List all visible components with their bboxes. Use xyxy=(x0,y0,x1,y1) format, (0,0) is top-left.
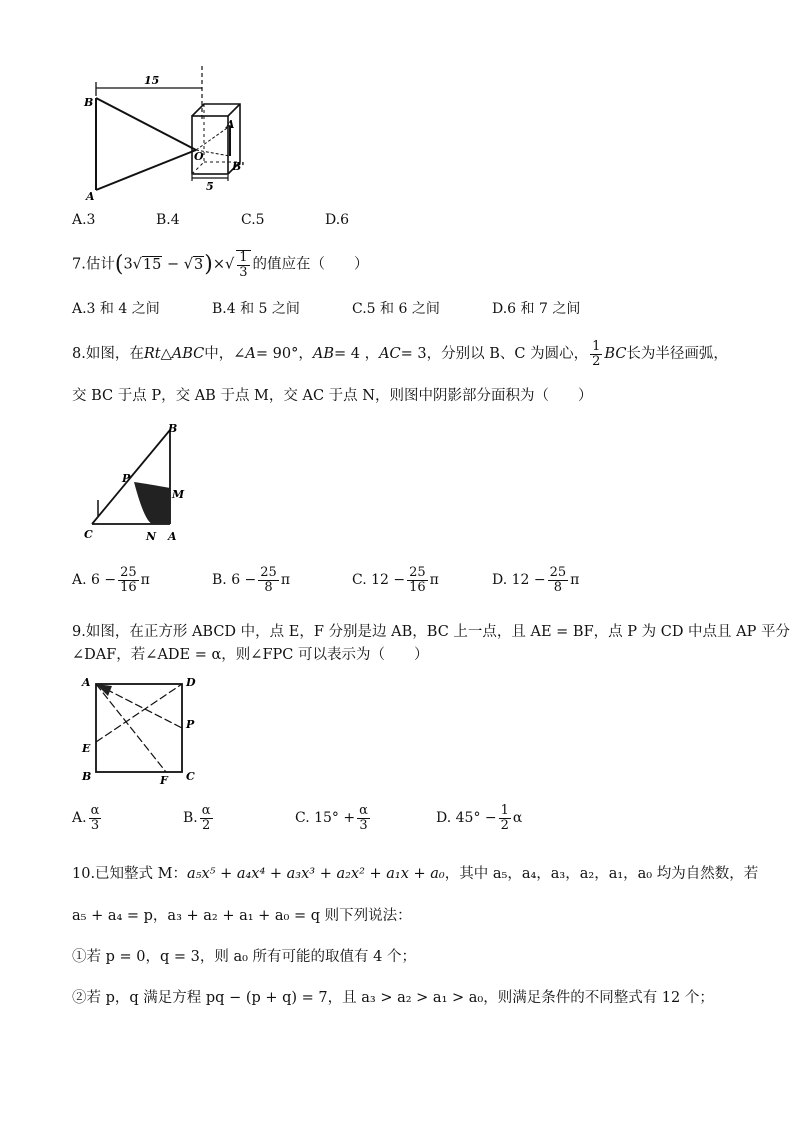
q6-option-c: C.5 xyxy=(241,212,265,228)
figure-q9 xyxy=(78,672,208,790)
fig9-label-C: C xyxy=(186,770,195,783)
q7-stem: 7.估计(3√15 − √3)×√ $\frac{1}{3}$ 的值应在（ ） xyxy=(72,250,369,280)
q6-option-d: D.6 xyxy=(325,212,350,228)
q7-radicand-15: 15 xyxy=(142,256,162,273)
fig1-label-15: 15 xyxy=(144,74,160,87)
q10-line1a: 10.已知整式 M： xyxy=(72,866,188,882)
fig9-label-B: B xyxy=(82,770,92,783)
fig1-label-5: 5 xyxy=(206,180,214,193)
q8-p5: = 3，分别以 B、C 为圆心， xyxy=(400,346,589,363)
fig8-label-B: B xyxy=(168,422,178,435)
q10-stem-line2: a₅ + a₄ = p，a₃ + a₂ + a₁ + a₀ = q 则下列说法： xyxy=(72,908,412,924)
q8-stem-line2: 交 BC 于点 P，交 AB 于点 M，交 AC 于点 N，则图中阴影部分面积为（ ） xyxy=(72,388,593,404)
q8-stem-line1 xyxy=(72,340,728,368)
fig1-label-B2: B' xyxy=(232,160,245,173)
q9-option-b: B. $\frac{\alpha}{2}$ xyxy=(183,803,211,833)
q9-stem-line1: 9.如图，在正方形 ABCD 中，点 E，F 分别是边 AB，BC 上一点，且 AE = BF，点 P 为 CD 中点且 AP 平分 xyxy=(72,624,791,640)
q8-ab: AB xyxy=(312,346,334,363)
fig9-label-E: E xyxy=(82,742,91,755)
figure-q6 xyxy=(82,62,262,210)
q8-option-c: C. 12 − $\frac{25}{16}$ π xyxy=(352,565,439,595)
fig1-label-B: B xyxy=(84,96,94,109)
q8-half: $\frac{1}{2}$ xyxy=(592,339,601,369)
figure-q8 xyxy=(82,420,202,544)
q10-stem-line1 xyxy=(72,862,758,883)
q8-p3: = 90°， xyxy=(255,346,313,363)
q7-option-b: B.4 和 5 之间 xyxy=(212,301,300,317)
fig9-label-F: F xyxy=(160,774,168,787)
q10-polynomial: a₅x⁵ + a₄x⁴ + a₃x³ + a₂x² + a₁x + a₀ xyxy=(187,866,445,882)
fig1-label-A: A xyxy=(86,190,95,203)
q8-p6: 长为半径画弧， xyxy=(626,346,728,363)
q8-option-a: A. 6 − $\frac{25}{16}$ π xyxy=(72,565,150,595)
q8-p4: = 4 ， xyxy=(333,346,380,363)
fig8-label-A: A xyxy=(168,530,177,543)
q7-times: × xyxy=(212,256,225,273)
fig1-label-O: O xyxy=(194,150,204,163)
fig9-label-A: A xyxy=(82,676,91,689)
q7-option-a: A.3 和 4 之间 xyxy=(72,301,160,317)
fig9-label-D: D xyxy=(186,676,196,689)
q10-line1b: ，其中 a₅，a₄，a₃，a₂，a₁，a₀ 均为自然数，若 xyxy=(444,866,759,882)
q7-fraction: $\frac{1}{3}$ xyxy=(236,250,250,279)
q8-ac: AC xyxy=(379,346,401,363)
fig1-label-A2: A xyxy=(226,118,235,131)
fig8-label-N: N xyxy=(146,530,157,543)
q9-option-a: A. $\frac{\alpha}{3}$ xyxy=(72,803,100,833)
q9-option-c: C. 15° + $\frac{\alpha}{3}$ xyxy=(295,803,368,833)
q7-option-d: D.6 和 7 之间 xyxy=(492,301,581,317)
fig8-label-C: C xyxy=(84,528,93,541)
fig9-label-P: P xyxy=(186,718,195,731)
q8-p1: 8.如图，在 xyxy=(72,346,144,363)
q7-coef: 3 xyxy=(123,256,133,273)
q8-option-b: B. 6 − $\frac{25}{8}$ π xyxy=(212,565,291,595)
q7-tail: 的值应在（ ） xyxy=(252,256,369,273)
q8-rt: Rt△ABC xyxy=(143,346,205,363)
q7-number: 7.估计 xyxy=(72,256,115,273)
q10-statement-1: ①若 p = 0，q = 3，则 a₀ 所有可能的取值有 4 个； xyxy=(72,949,416,965)
q8-option-d: D. 12 − $\frac{25}{8}$ π xyxy=(492,565,580,595)
q7-minus: − xyxy=(166,256,180,273)
q7-option-c: C.5 和 6 之间 xyxy=(352,301,440,317)
q9-option-d: D. 45° − $\frac{1}{2}$ α xyxy=(436,803,523,833)
fig8-label-M: M xyxy=(172,488,185,501)
q8-a: A xyxy=(245,346,256,363)
q8-bc: BC xyxy=(604,346,627,363)
q8-p2: 中，∠ xyxy=(204,346,246,363)
q10-statement-2: ②若 p，q 满足方程 pq − (p + q) = 7，且 a₃ > a₂ > a₁ > a₀，则满足条件的不同整式有 12 个； xyxy=(72,990,714,1006)
q7-radicand-3: 3 xyxy=(194,256,204,273)
q6-option-b: B.4 xyxy=(156,212,180,228)
q9-stem-line2: ∠DAF，若∠ADE = α，则∠FPC 可以表示为（ ） xyxy=(72,647,429,663)
fig8-label-P: P xyxy=(122,472,131,485)
q6-option-a: A.3 xyxy=(72,212,96,228)
